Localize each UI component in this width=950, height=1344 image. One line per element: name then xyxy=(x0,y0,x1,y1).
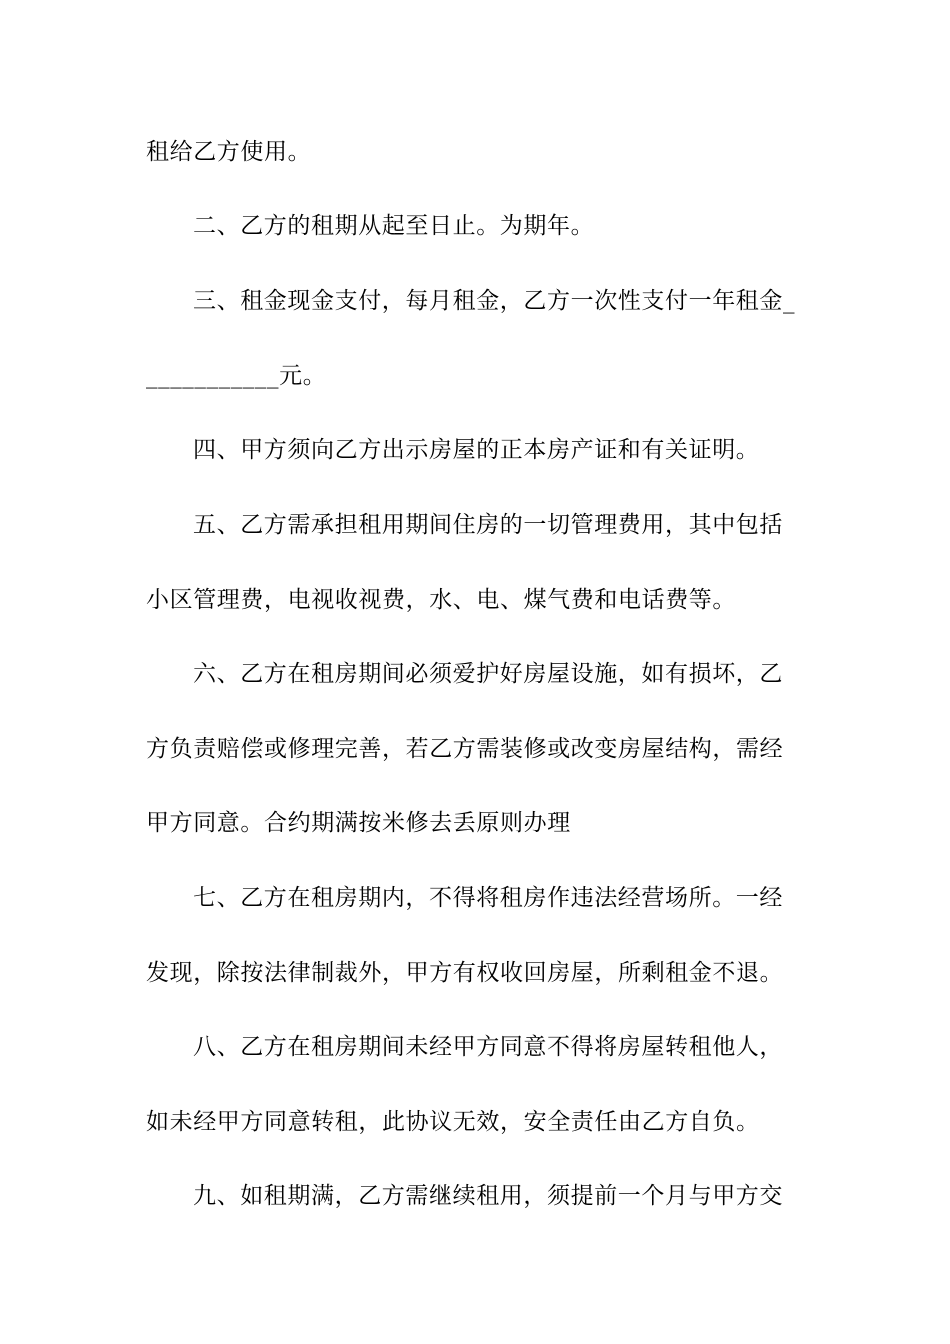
text-line: 租给乙方使用。 xyxy=(146,139,312,165)
clause-3: 三、租金现金支付，每月租金，乙方一次性支付一年租金_ xyxy=(193,288,796,314)
text-line: 小区管理费，电视收视费，水、电、煤气费和电话费等。 xyxy=(146,587,736,613)
text-line: 方负责赔偿或修理完善，若乙方需装修或改变房屋结构，需经 xyxy=(146,736,784,762)
text-line: 发现，除按法律制裁外，甲方有权收回房屋，所剩租金不退。 xyxy=(146,960,784,986)
clause-5: 五、乙方需承担租用期间住房的一切管理费用，其中包括 xyxy=(193,512,783,538)
clause-2: 二、乙方的租期从起至日止。为期年。 xyxy=(193,213,595,239)
clause-9: 九、如租期满，乙方需继续租用，须提前一个月与甲方交 xyxy=(193,1183,783,1209)
clause-4: 四、甲方须向乙方出示房屋的正本房产证和有关证明。 xyxy=(193,437,760,463)
clause-8: 八、乙方在租房期间未经甲方同意不得将房屋转租他人， xyxy=(193,1034,783,1060)
text-line: 如未经甲方同意转租，此协议无效，安全责任由乙方自负。 xyxy=(146,1109,760,1135)
clause-7: 七、乙方在租房期内，不得将租房作违法经营场所。一经 xyxy=(193,885,783,911)
text-line: 甲方同意。合约期满按米修去丢原则办理 xyxy=(146,810,571,836)
text-line: ___________元。 xyxy=(146,363,327,389)
clause-6: 六、乙方在租房期间必须爱护好房屋设施，如有损坏，乙 xyxy=(193,661,783,687)
